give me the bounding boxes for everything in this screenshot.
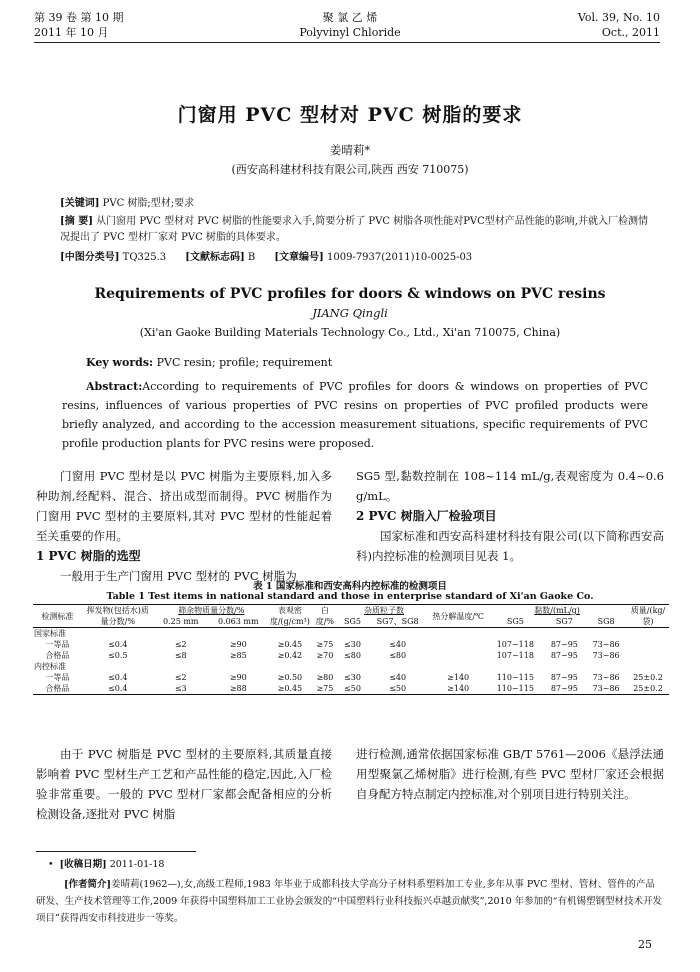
resin-spec-paragraph: SG5 型,黏数控制在 108~114 mL/g,表观密度为 0.4~0.6 g/mL。 (356, 469, 664, 503)
cell-vis-sg7: 87~95 (550, 684, 578, 693)
cell-volatile: ≤0.5 (108, 651, 128, 660)
received-date: 2011-01-18 (109, 859, 165, 870)
cell-imp-sg78: ≤40 (389, 640, 407, 649)
page-number: 25 (638, 938, 652, 951)
clc-label: [中图分类号] (60, 252, 120, 263)
group-internal: 内控标准 (34, 662, 66, 671)
cell-density: ≥0.50 (277, 673, 303, 682)
received-label: [收稿日期] (59, 859, 107, 870)
cell-thermal (429, 650, 487, 661)
volume-en: Vol. 39, No. 10 (577, 11, 660, 24)
intro-paragraph: 门窗用 PVC 型材是以 PVC 树脂为主要原料,加入多种助剂,经配料、混合、挤出成型而制得。PVC 树脂作为门窗用 PVC 型材的主要原料,其对 PVC 型材的性能起着至关重要的作用。 (36, 469, 332, 543)
clc-value: TQ325.3 (122, 252, 167, 263)
cell-imp-sg78: ≤50 (389, 684, 407, 693)
abstract-en-text: According to requirements of PVC profiles for doors & windows on properties of PVC resins, influences of various properties of PVC resins on properties of PVC profiled products were briefly analyzed, and according to the accession measurement situations, specific requirements of PVC profile production plants for PVC resins were proposed. (62, 380, 648, 450)
cell-vis-sg7: 87~95 (550, 673, 578, 682)
cell-whiteness: ≥75 (316, 640, 334, 649)
bullet-icon: • (48, 859, 54, 870)
th-vis-sg7: SG7 (555, 617, 573, 626)
date-en: Oct., 2011 (601, 26, 660, 39)
cell-sieve-025: ≤2 (174, 673, 187, 682)
th-standard: 检测标准 (41, 611, 74, 621)
cell-thermal: ≥140 (447, 684, 470, 693)
cell-density: ≥0.42 (277, 651, 303, 660)
cell-vis-sg8: 73~86 (592, 640, 620, 649)
standard-paragraph: 进行检测,通常依据国家标准 GB/T 5761—2006《悬浮法通用型聚氯乙烯树脂》进行检测,有些 PVC 型材厂家还会根据自身配方特点制定内控标准,对个别项目进行特别关注。 (356, 747, 664, 801)
cell-volatile: ≤0.4 (108, 684, 128, 693)
cell-imp-sg78: ≤80 (389, 651, 407, 660)
keywords-en-text: PVC resin; profile; requirement (156, 356, 333, 369)
cell-vis-sg8: 73~86 (592, 684, 620, 693)
th-whiteness: 白度/% (315, 606, 335, 626)
th-density: 表观密度/(g/cm³) (269, 606, 310, 626)
title-cn: 门窗用 PVC 型材对 PVC 树脂的要求 (177, 104, 523, 126)
journal-cn: 聚 氯 乙 烯 (322, 11, 378, 24)
th-thermal: 热分解温度/℃ (432, 611, 484, 621)
section-2-paragraph: 国家标准和西安高科建材科技有限公司(以下简称西安高科)内控标准的检测项目见表 1。 (356, 529, 664, 563)
cell-imp-sg78: ≤40 (389, 673, 407, 682)
abstract-label-en: Abstract: (86, 380, 143, 393)
left-column-top (36, 466, 332, 586)
cell-vis-sg5: 110~115 (496, 673, 534, 682)
cell-vis-sg7: 87~95 (550, 640, 578, 649)
cell-imp-sg5: ≤30 (344, 673, 361, 682)
cell-sieve-0063: ≥90 (229, 640, 247, 649)
group-national: 国家标准 (34, 629, 66, 638)
header-right (578, 10, 660, 40)
table-group-row (33, 628, 669, 640)
cell-grade: 合格品 (45, 651, 70, 660)
title-en: Requirements of PVC profiles for doors & windows on PVC resins (94, 286, 606, 302)
cell-mass: 25±0.2 (633, 673, 663, 682)
cell-mass (627, 650, 669, 661)
keywords-en (86, 356, 332, 369)
cell-sieve-0063: ≥85 (229, 651, 247, 660)
table-caption-en: Table 1 Test items in national standard and those in enterprise standard of Xi'an Gaoke Co. (106, 591, 594, 602)
cell-grade: 一等品 (45, 640, 70, 649)
keywords-label-en: Key words: (86, 356, 154, 369)
cell-imp-sg5: ≤50 (344, 684, 361, 693)
author-cn: 姜晴莉* (329, 143, 371, 157)
th-sieve-025: 0.25 mm (162, 617, 199, 626)
table-header-row (33, 605, 669, 617)
section-1-paragraph: 一般用于生产门窗用 PVC 型材的 PVC 树脂为 (60, 569, 297, 583)
cell-density: ≥0.45 (277, 684, 303, 693)
cell-grade: 合格品 (45, 684, 70, 693)
table-row (33, 683, 669, 695)
bio-text: 姜晴莉(1962—),女,高级工程师,1983 年毕业于成都科技大学高分子材料系塑料加工专业,多年从事 PVC 型材、管材、管件的产品研发、生产技术管理等工作,2009 年获得中国塑料加工工业协会颁发的“中国塑料行业科技振兴卓越贡献奖”,2010 年参加的“有机锡塑钢型材技术开发项目”获得西安市科技进步一等奖。 (36, 879, 663, 924)
cell-thermal: ≥140 (447, 673, 470, 682)
date-cn: 2011 年 10 月 (34, 26, 109, 39)
doc-code-value: B (247, 252, 256, 263)
table-row (33, 672, 669, 683)
abstract-cn-text: 从门窗用 PVC 型材对 PVC 树脂的性能要求入手,简要分析了 PVC 树脂各项性能对PVC型材产品性能的影响,并就入厂检测情况提出了 PVC 型材厂家对 PVC 树脂的具体要求。 (60, 216, 648, 243)
affiliation-cn: (西安高科建材科技有限公司,陕西 西安 710075) (231, 163, 469, 176)
cell-whiteness: ≥80 (316, 673, 334, 682)
article-no-label: [文章编号] (274, 252, 324, 263)
cell-mass (627, 639, 669, 650)
abstract-cn (60, 214, 650, 246)
left-column-bottom (36, 744, 332, 824)
article-no-value: 1009-7937(2011)10-0025-03 (326, 252, 473, 263)
th-imp-sg78: SG7、SG8 (376, 617, 419, 626)
cell-thermal (429, 639, 487, 650)
cell-whiteness: ≥70 (316, 651, 334, 660)
th-viscosity: 黏数/(mL/g) (534, 606, 580, 615)
cell-vis-sg5: 107~118 (496, 651, 534, 660)
classification-line (60, 250, 650, 266)
cell-grade: 一等品 (45, 673, 70, 682)
right-column-bottom (356, 744, 664, 804)
cell-vis-sg7: 87~95 (550, 651, 578, 660)
cell-density: ≥0.45 (277, 640, 303, 649)
cell-sieve-025: ≤2 (174, 640, 187, 649)
section-1-heading: 1 PVC 树脂的选型 (36, 549, 141, 563)
cell-volatile: ≤0.4 (108, 673, 128, 682)
cell-imp-sg5: ≤80 (344, 651, 361, 660)
table-row (33, 650, 669, 661)
cell-imp-sg5: ≤30 (344, 640, 361, 649)
header-rule (34, 42, 660, 43)
th-impurity: 杂质粒子数 (364, 606, 405, 615)
footnote-received (48, 856, 676, 873)
doc-code-label: [文献标志码] (185, 252, 245, 263)
th-sieve: 筛余物质量分数/% (178, 606, 245, 615)
cell-volatile: ≤0.4 (108, 640, 128, 649)
keywords-label-cn: [关键词] (60, 198, 100, 209)
journal-en: Polyvinyl Chloride (299, 26, 401, 39)
volume-cn: 第 39 卷 第 10 期 (34, 11, 124, 24)
cell-sieve-025: ≤3 (174, 684, 187, 693)
inspection-paragraph: 由于 PVC 树脂是 PVC 型材的主要原料,其质量直接影响着 PVC 型材生产工艺和产品性能的稳定,因此,入厂检验非常重要。一般的 PVC 型材厂家都会配备相应的分析检测设备,逐批对 PVC 树脂 (36, 747, 332, 821)
right-column-top (356, 466, 664, 566)
section-2-heading: 2 PVC 树脂入厂检验项目 (356, 509, 497, 523)
table-caption-cn: 表 1 国家标准和西安高科内控标准的检测项目 (253, 581, 447, 592)
affiliation-en: (Xi'an Gaoke Building Materials Technology Co., Ltd., Xi'an 710075, China) (139, 326, 561, 339)
table-group-row (33, 661, 669, 672)
th-mass: 质量/(kg/袋) (630, 606, 666, 626)
bio-label: [作者简介] (64, 879, 111, 890)
th-volatile: 挥发物(包括水)质量分数/% (86, 606, 149, 626)
th-imp-sg5: SG5 (344, 617, 361, 626)
th-vis-sg5: SG5 (506, 617, 524, 626)
abstract-en (62, 377, 648, 453)
cell-sieve-0063: ≥88 (229, 684, 247, 693)
th-vis-sg8: SG8 (597, 617, 615, 626)
abstract-label-cn: [摘 要] (60, 216, 93, 227)
cell-vis-sg8: 73~86 (592, 651, 620, 660)
cell-sieve-0063: ≥90 (229, 673, 247, 682)
author-en: JIANG Qingli (312, 306, 388, 320)
table-row (33, 639, 669, 650)
cell-whiteness: ≥75 (316, 684, 334, 693)
cell-mass: 25±0.2 (633, 684, 663, 693)
keywords-cn (60, 196, 650, 212)
cell-sieve-025: ≤8 (174, 651, 187, 660)
cell-vis-sg5: 107~118 (496, 640, 534, 649)
footnote-bio (36, 876, 664, 927)
keywords-cn-text: PVC 树脂;型材;要求 (102, 198, 195, 209)
cell-vis-sg5: 110~115 (496, 684, 534, 693)
cell-vis-sg8: 73~86 (592, 673, 620, 682)
footnote-rule (36, 851, 196, 852)
th-sieve-0063: 0.063 mm (217, 617, 259, 626)
test-items-table (33, 604, 669, 695)
